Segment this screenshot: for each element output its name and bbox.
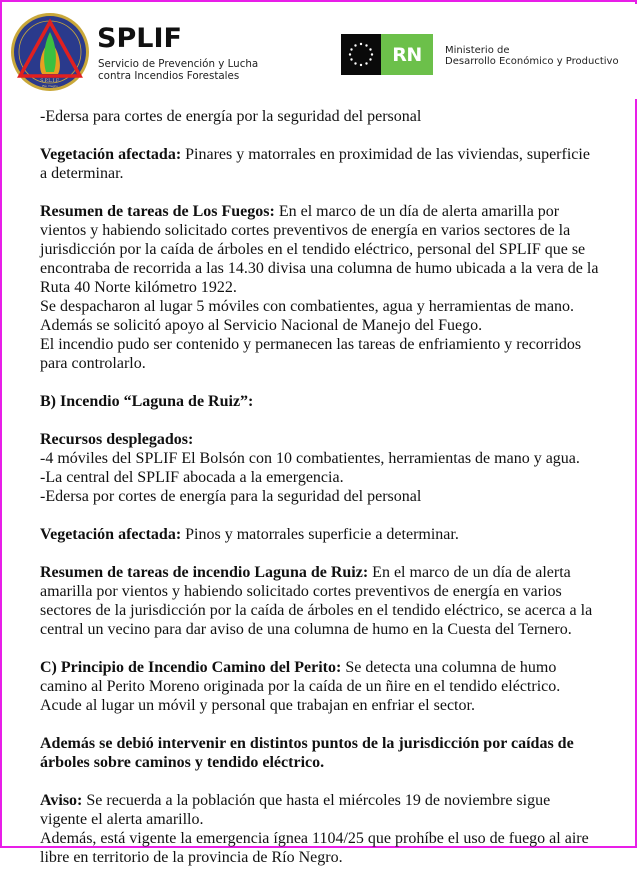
text-dispatch: Se despacharon al lugar 5 móviles con combatientes, agua y herramientas de mano.	[40, 298, 575, 315]
splif-title: SPLIF	[97, 23, 182, 54]
rn-stars-block	[341, 34, 381, 75]
splif-subtitle	[98, 58, 258, 82]
paragraph-section-c	[40, 658, 600, 715]
resource-item: -La central del SPLIF abocada a la emergencia.	[40, 469, 344, 486]
ministry-line2: Desarrollo Económico y Productivo	[445, 56, 619, 67]
text-emergency: Además, está vigente la emergencia ígnea 1104/25 que prohíbe el uso de fuego al aire libre en territorio de la provincia de Río Negro.	[40, 830, 589, 866]
rn-logo-label: RN	[381, 34, 433, 75]
header	[4, 4, 637, 99]
paragraph-resources	[40, 430, 600, 506]
splif-subtitle-line2: contra Incendios Forestales	[98, 70, 240, 82]
text-contained: El incendio pudo ser contenido y permanecen las tareas de enfriamiento y recorridos para controlarlo.	[40, 336, 582, 372]
section-b-title-text: B) Incendio “Laguna de Ruiz”:	[40, 393, 254, 410]
text-vegetation-1: Pinares y matorrales en proximidad de las viviendas, superficie a determinar.	[40, 146, 590, 182]
paragraph-edersa: -Edersa para cortes de energía por la seguridad del personal	[40, 108, 422, 125]
section-b-title	[40, 392, 600, 411]
label-section-c: C) Principio de Incendio Camino del Perito:	[40, 659, 342, 676]
paragraph-summary-laguna	[40, 563, 600, 639]
label-notice: Aviso:	[40, 792, 83, 809]
paragraph-notice	[40, 791, 600, 867]
text-additional: Además se debió intervenir en distintos puntos de la jurisdicción por caídas de árboles sobre caminos y tendido eléctrico.	[40, 735, 574, 771]
paragraph-vegetation-1	[40, 145, 600, 183]
splif-subtitle-line1: Servicio de Prevención y Lucha	[98, 58, 259, 70]
paragraph-additional	[40, 734, 600, 772]
emblem-subcaption: Río Negro	[42, 84, 58, 88]
text-summary-laguna: En el marco de un día de alerta amarilla por vientos y habiendo solicitado cortes preventivos de energía en varios sectores de la jurisdicción por la caída de árboles en el tendido eléctrico, se acerca a la central un vecino para dar aviso de una columna de humo en la Cuesta del Ternero.	[40, 564, 593, 638]
ministry-line1: Ministerio de	[445, 45, 510, 56]
paragraph-summary-los-fuegos	[40, 202, 600, 373]
emblem-caption: S.P.L.I.F.	[40, 79, 60, 84]
ministry-name	[445, 45, 619, 67]
text-summary-los-fuegos: En el marco de un día de alerta amarilla por vientos y habiendo solicitado cortes preventivos de energía en varios sectores de la jurisdicción por la caída de árboles en el tendido eléctrico, personal del SPLIF que se encontraba de recorrida a las 14.30 divisa una columna de humo ubicada a la vera de la Ruta 40 Norte kilómetro 1922.	[40, 203, 599, 296]
text-notice: Se recuerda a la población que hasta el miércoles 19 de noviembre sigue vigente el alerta amarillo.	[40, 792, 551, 828]
paragraph-vegetation-2	[40, 525, 600, 544]
label-summary-laguna: Resumen de tareas de incendio Laguna de Ruiz:	[40, 564, 369, 581]
text-vegetation-2: Pinos y matorrales superficie a determinar.	[181, 526, 459, 543]
text-section-c: Se detecta una columna de humo camino al Perito Moreno originada por la caída de un ñire en el tendido eléctrico. Acude al lugar un móvil y personal que trabajan en enfriar el sector.	[40, 659, 561, 714]
label-resources: Recursos desplegados:	[40, 431, 194, 448]
resource-item: -4 móviles del SPLIF El Bolsón con 10 combatientes, herramientas de mano y agua.	[40, 450, 580, 467]
label-vegetation-1: Vegetación afectada:	[40, 146, 182, 163]
document-body	[40, 107, 600, 886]
stars-circle-icon	[341, 34, 381, 75]
text-support: Además se solicitó apoyo al Servicio Nacional de Manejo del Fuego.	[40, 317, 483, 334]
label-summary-los-fuegos: Resumen de tareas de Los Fuegos:	[40, 203, 275, 220]
label-vegetation-2: Vegetación afectada:	[40, 526, 182, 543]
splif-emblem-icon	[10, 12, 90, 92]
resource-item: -Edersa por cortes de energía para la seguridad del personal	[40, 488, 422, 505]
